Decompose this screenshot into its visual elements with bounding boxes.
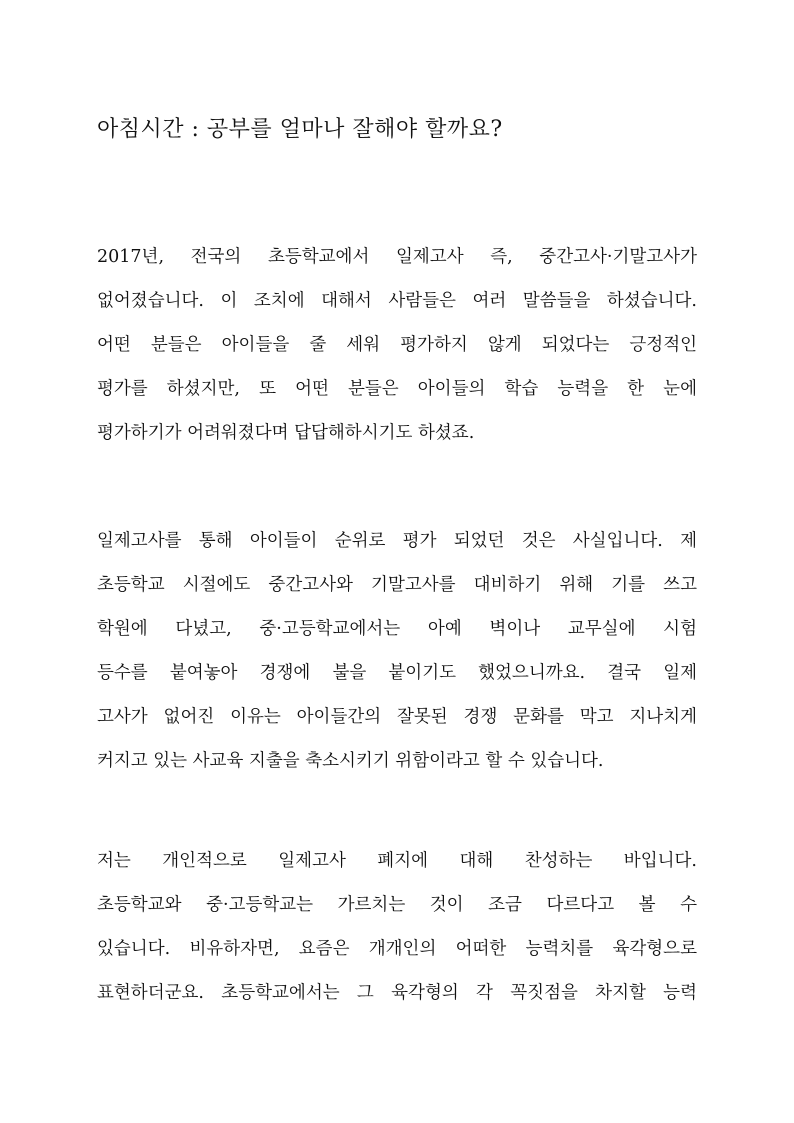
paragraph-line: 표현하더군요. 초등학교에서는 그 육각형의 각 꼭짓점을 차지할 능력 xyxy=(97,983,697,1003)
paragraph-line: 2017년, 전국의 초등학교에서 일제고사 즉, 중간고사·기말고사가 xyxy=(97,247,697,267)
paragraph-line: 초등학교와 중·고등학교는 가르치는 것이 조금 다르다고 볼 수 xyxy=(97,895,697,915)
paragraph-line: 있습니다. 비유하자면, 요즘은 개개인의 어떠한 능력치를 육각형으로 xyxy=(97,939,697,959)
paragraph-line: 학원에 다녔고, 중·고등학교에서는 아예 벽이나 교무실에 시험 xyxy=(97,619,697,639)
paragraph-line: 없어졌습니다. 이 조치에 대해서 사람들은 여러 말씀들을 하셨습니다. xyxy=(97,291,697,311)
paragraph-line: 일제고사를 통해 아이들이 순위로 평가 되었던 것은 사실입니다. 제 xyxy=(97,531,697,551)
paragraph-line: 등수를 붙여놓아 경쟁에 불을 붙이기도 했었으니까요. 결국 일제 xyxy=(97,663,697,683)
paragraph-1 xyxy=(97,242,697,462)
paragraph-line: 초등학교 시절에도 중간고사와 기말고사를 대비하기 위해 기를 쓰고 xyxy=(97,575,697,595)
paragraph-line: 커지고 있는 사교육 지출을 축소시키기 위함이라고 할 수 있습니다. xyxy=(97,751,604,771)
paragraph-3 xyxy=(97,846,697,1022)
paragraph-line: 어떤 분들은 아이들을 줄 세워 평가하지 않게 되었다는 긍정적인 xyxy=(97,335,697,355)
paragraph-2 xyxy=(97,526,697,790)
paragraph-line: 평가를 하셨지만, 또 어떤 분들은 아이들의 학습 능력을 한 눈에 xyxy=(97,379,697,399)
paragraph-line: 저는 개인적으로 일제고사 폐지에 대해 찬성하는 바입니다. xyxy=(97,851,697,871)
document-title: 아침시간 : 공부를 얼마나 잘해야 할까요? xyxy=(97,117,503,142)
paragraph-line: 평가하기가 어려워졌다며 답답해하시기도 하셨죠. xyxy=(97,423,475,443)
paragraph-line: 고사가 없어진 이유는 아이들간의 잘못된 경쟁 문화를 막고 지나치게 xyxy=(97,707,697,727)
